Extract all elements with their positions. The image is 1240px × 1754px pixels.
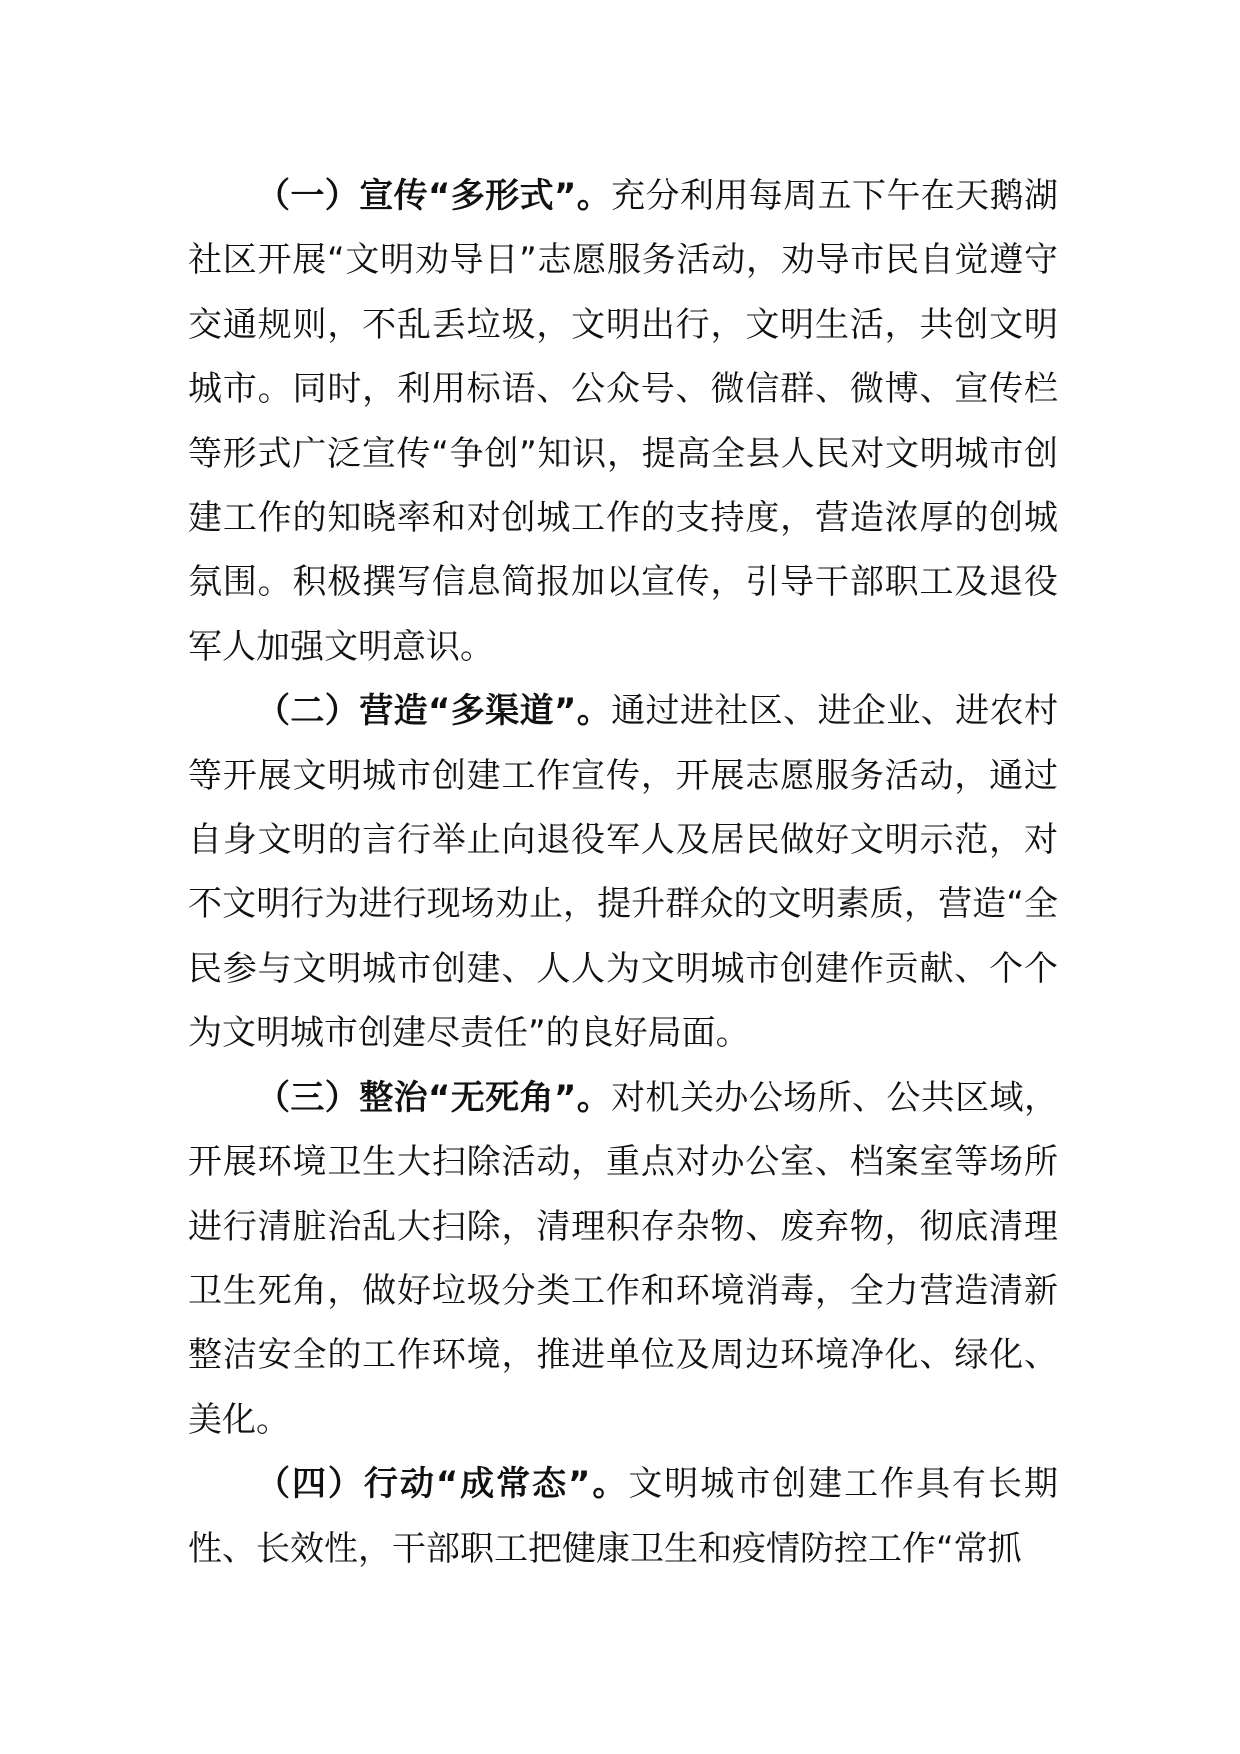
paragraph-3 <box>188 1066 1058 1452</box>
paragraph-4-heading: （四）行动“成常态”。 <box>256 1464 629 1505</box>
paragraph-4 <box>188 1452 1058 1581</box>
paragraph-3-heading: （三）整治“无死角”。 <box>256 1077 612 1118</box>
document-body <box>188 164 1058 1581</box>
paragraph-1 <box>188 164 1058 679</box>
paragraph-2-body: 通过进社区、进企业、进农村等开展文明城市创建工作宣传，开展志愿服务活动，通过自身文明的言行举止向退役军人及居民做好文明示范，对不文明行为进行现场劝止，提升群众的文明素质，营造“全民参与文明城市创建、人人为文明城市创建作贡献、个个为文明城市创建尽责任”的良好局面。 <box>188 691 1058 1054</box>
paragraph-2-heading: （二）营造“多渠道”。 <box>256 691 612 732</box>
paragraph-2 <box>188 679 1058 1065</box>
paragraph-1-heading: （一）宣传“多形式”。 <box>256 176 612 216</box>
paragraph-1-body: 充分利用每周五下午在天鹅湖社区开展“文明劝导日”志愿服务活动，劝导市民自觉遵守交通规则，不乱丢垃圾，文明出行，文明生活，共创文明城市。同时，利用标语、公众号、微信群、微博、宣传栏等形式广泛宣传“争创”知识，提高全县人民对文明城市创建工作的知晓率和对创城工作的支持度，营造浓厚的创城氛围。积极撰写信息简报加以宣传，引导干部职工及退役军人加强文明意识。 <box>188 176 1058 667</box>
paragraph-4-body: 文明城市创建工作具有长期性、长效性，干部职工把健康卫生和疫情防控工作“常抓 <box>188 1464 1058 1569</box>
paragraph-3-body: 对机关办公场所、公共区域，开展环境卫生大扫除活动，重点对办公室、档案室等场所进行清脏治乱大扫除，清理积存杂物、废弃物，彻底清理卫生死角，做好垃圾分类工作和环境消毒，全力营造清新整洁安全的工作环境，推进单位及周边环境净化、绿化、美化。 <box>188 1077 1058 1440</box>
